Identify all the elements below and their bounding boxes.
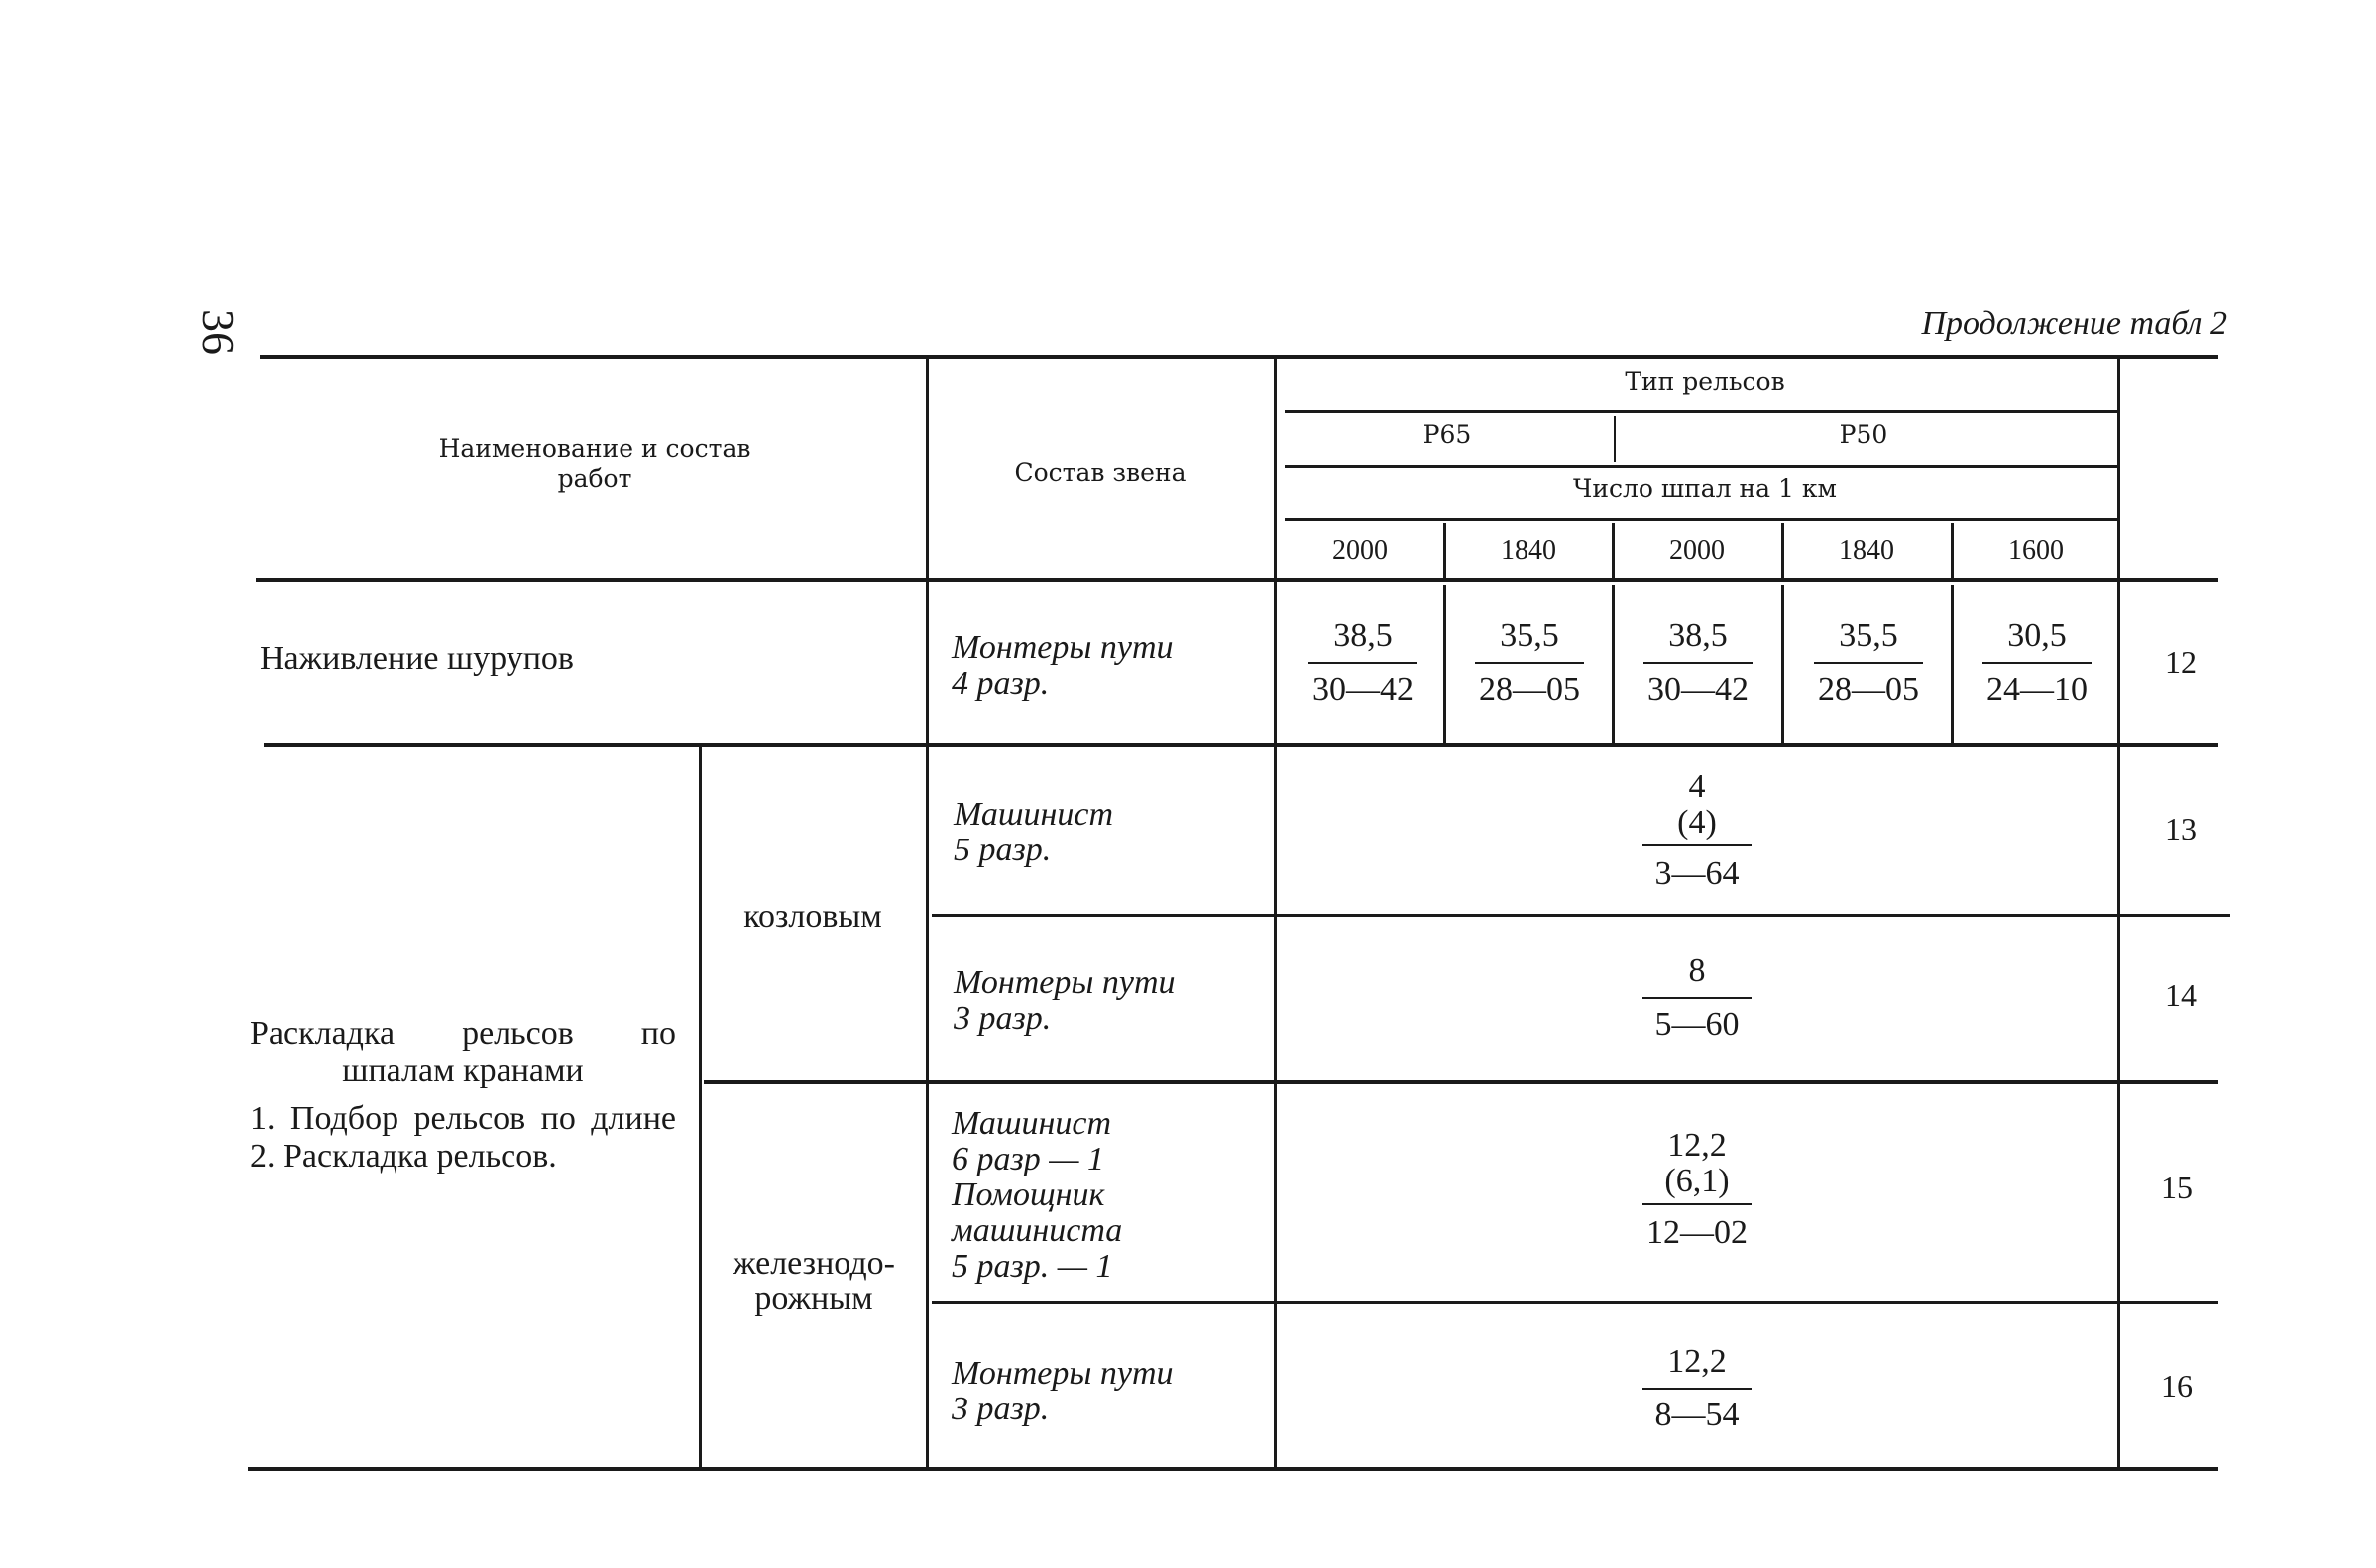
crane-railway-line2: рожным [754,1281,873,1317]
rail-sub-rule [1285,465,2117,468]
row13-crew-line2: 5 разр. [954,832,1052,868]
header-work-name: Наименование и состав работ [438,434,751,493]
row15-crew-line2: 6 разр — 1 [952,1141,1104,1177]
p65-p50-divider [1614,416,1616,462]
row12-divider-3 [1781,585,1784,743]
header-count-2: 1840 [1501,535,1556,566]
header-rail-type: Тип рельсов [1625,367,1785,395]
page-number: 36 [193,309,244,355]
group-composition: 1. Подбор рельсов по длине 2. Раскладка рельсов. [250,1100,676,1175]
header-count-5: 1600 [2008,535,2064,566]
sleeper-rule [1285,518,2117,521]
row15-crew-line3: Помощник [952,1176,1105,1213]
crane-type-divider [699,747,702,1467]
crane-gantry: козловым [743,898,882,935]
count-divider-2 [1612,523,1615,578]
header-count-3: 2000 [1669,535,1725,566]
row13-crew-line1: Машинист [954,796,1114,833]
row12-fraction-1: 38,5 30—42 [1289,616,1437,710]
row12-crew-line2: 4 разр. [952,665,1050,702]
header-bottom-rule [256,578,2218,582]
row14-number: 14 [2165,977,2197,1013]
row14-fraction: 8 5—60 [1598,952,1796,1045]
crane-split-rule [704,1080,2218,1084]
row14-crew-line2: 3 разр. [954,1000,1052,1037]
col-divider-1 [926,359,929,1467]
row12-fraction-2: 35,5 28—05 [1455,616,1604,710]
row12-number: 12 [2165,644,2197,680]
row12-work: Наживление шурупов [260,640,574,677]
row16-fraction: 12,2 8—54 [1598,1342,1796,1435]
continuation-label: Продолжение табл 2 [1921,305,2227,342]
row15-crew-line4: машиниста [952,1212,1123,1249]
header-p50: Р50 [1839,420,1888,449]
header-count-1: 2000 [1332,535,1388,566]
table-top-rule [260,355,2218,359]
row16-crew-line2: 3 разр. [952,1391,1050,1427]
count-divider-3 [1781,523,1784,578]
col-divider-numbers [2117,359,2120,1467]
row12-crew-line1: Монтеры пути [952,629,1174,666]
row16-crew-line1: Монтеры пути [952,1355,1174,1392]
row15-fraction: 12,2 (6,1) 12—02 [1598,1128,1796,1253]
header-p65: Р65 [1422,420,1472,449]
header-count-4: 1840 [1839,535,1894,566]
row12-divider-4 [1951,585,1954,743]
row15-number: 15 [2161,1170,2193,1205]
row15-bottom-rule [932,1301,2218,1304]
col-divider-2 [1274,359,1277,1467]
group-title: Раскладка рельсов по шпалам кранами [250,1015,676,1089]
row16-number: 16 [2161,1368,2193,1403]
crane-railway-line1: железнодо- [733,1245,895,1282]
row13-bottom-rule [932,914,2230,917]
count-divider-4 [1951,523,1954,578]
row12-fraction-5: 30,5 24—10 [1963,616,2111,710]
row12-fraction-4: 35,5 28—05 [1794,616,1943,710]
count-divider-1 [1443,523,1446,578]
row13-fraction: 4 (4) 3—64 [1598,769,1796,894]
header-crew: Состав звена [1014,458,1187,487]
row13-number: 13 [2165,811,2197,846]
row12-divider-1 [1443,585,1446,743]
row15-crew-line5: 5 разр. — 1 [952,1248,1113,1285]
rail-type-rule [1285,410,2117,413]
row12-fraction-3: 38,5 30—42 [1624,616,1772,710]
row14-crew-line1: Монтеры пути [954,964,1176,1001]
row12-divider-2 [1612,585,1615,743]
row12-bottom-rule [264,743,2218,747]
header-sleepers: Число шпал на 1 км [1573,474,1837,503]
row15-crew-line1: Машинист [952,1105,1112,1142]
table-bottom-rule [248,1467,2218,1471]
